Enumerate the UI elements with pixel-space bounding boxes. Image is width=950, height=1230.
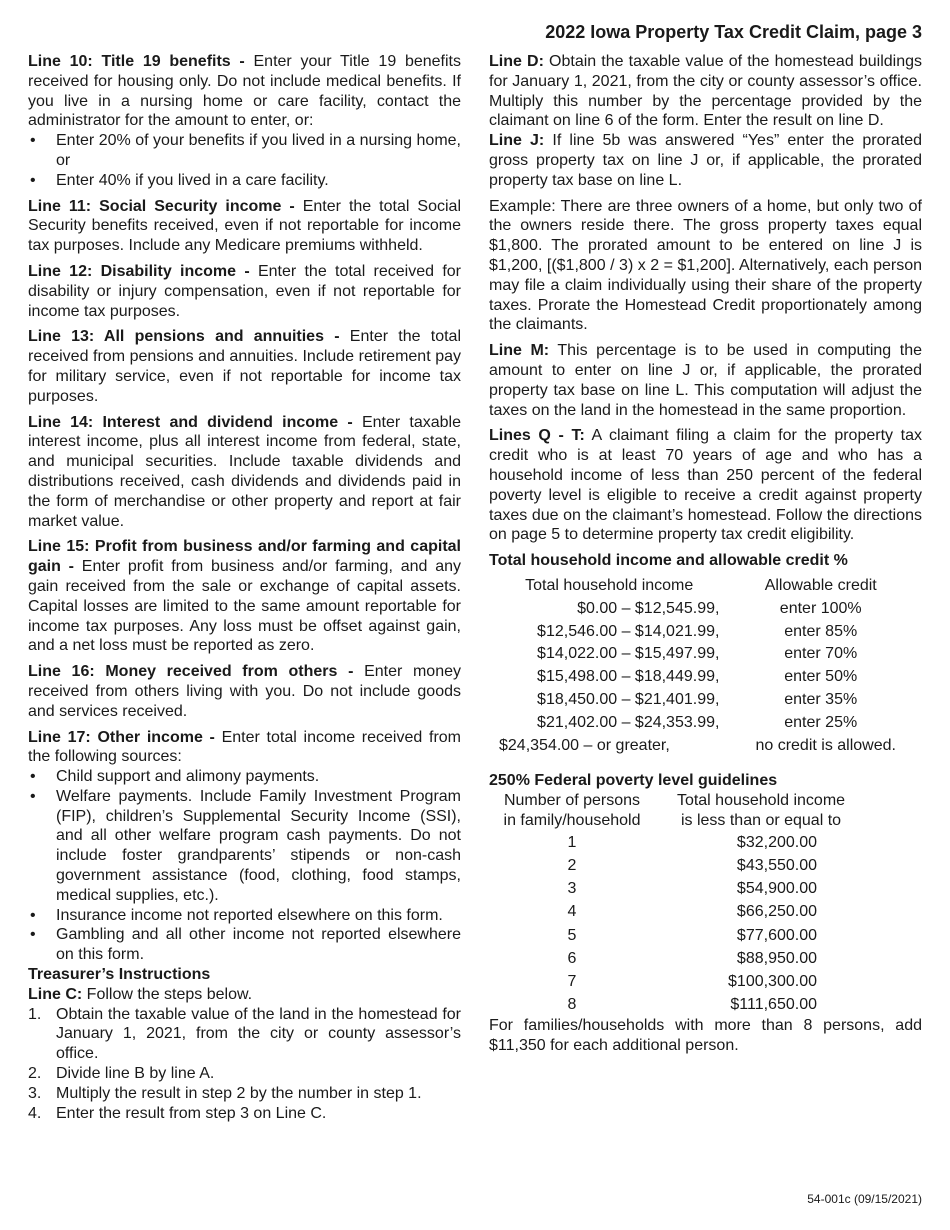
list-item: • Insurance income not reported elsewhere on this form. xyxy=(30,906,443,924)
credit-header-income: Total household income xyxy=(525,576,694,594)
table-row: $21,402.00 – $24,353.99, enter 25% xyxy=(537,713,858,731)
credit-table xyxy=(499,575,922,757)
poverty-table-title: 250% Federal poverty level guidelines xyxy=(489,772,778,790)
list-item: • Child support and alimony payments. xyxy=(30,768,320,786)
treasurer-heading: Treasurer’s Instructions xyxy=(28,966,211,984)
table-row: $24,354.00 – or greater, no credit is allowed. xyxy=(499,736,896,754)
line12-paragraph: Line 12: Disability income - Enter the total received for disability or injury compensation, even if not reportable for income tax purposes. xyxy=(28,262,461,320)
line10-bullets xyxy=(28,131,461,190)
list-item: • Gambling and all other income not reported elsewhere on this form. xyxy=(30,926,461,964)
page-title: 2022 Iowa Property Tax Credit Claim, page 3 xyxy=(545,22,922,42)
credit-table-title: Total household income and allowable credit % xyxy=(489,552,848,570)
table-row: 5 $77,600.00 xyxy=(567,926,817,944)
poverty-header-persons: Number of persons in family/household xyxy=(503,792,641,829)
form-code: 54-001c (09/15/2021) xyxy=(807,1192,922,1206)
line15-paragraph: Line 15: Profit from business and/or farming and capital gain - Enter profit from business and/or farming, and any gain received from the sale or exchange of capital assets. Capital losses are limited to the same amount reportable for income tax purposes. Any loss must be offset against gain, and a net loss must be reported as zero. xyxy=(28,538,461,655)
table-row: 4 $66,250.00 xyxy=(567,903,817,921)
table-row: $18,450.00 – $21,401.99, enter 35% xyxy=(537,690,858,708)
bullet-icon: • xyxy=(30,132,36,150)
credit-header-credit: Allowable credit xyxy=(764,576,877,594)
table-row: 2 $43,550.00 xyxy=(567,856,817,874)
table-row: $15,498.00 – $18,449.99, enter 50% xyxy=(537,668,858,686)
line16-paragraph: Line 16: Money received from others - Enter money received from others living with you. Do not include goods and services received. xyxy=(28,663,462,720)
right-column xyxy=(489,52,922,1062)
list-item: 3. Multiply the result in step 2 by the number in step 1. xyxy=(28,1084,422,1102)
list-item: 2. Divide line B by line A. xyxy=(28,1065,215,1083)
line11-paragraph: Line 11: Social Security income - Enter the total Social Security benefits received, even if not reportable for income tax purposes. Include any Medicare premiums withheld. xyxy=(28,197,461,255)
left-column xyxy=(28,52,461,1129)
lineJ-paragraph: Line J: If line 5b was answered “Yes” enter the prorated gross property tax on line J or, if applicable, the prorated property tax base on line L. xyxy=(489,132,923,189)
table-row: 3 $54,900.00 xyxy=(567,880,817,898)
line10-label: Line 10: Title 19 benefits - xyxy=(28,53,245,70)
table-row: 8 $111,650.00 xyxy=(567,996,817,1014)
poverty-table xyxy=(497,791,875,1016)
table-row: 1 $32,200.00 xyxy=(567,833,817,851)
example-paragraph: Example: There are three owners of a home, but only two of the owners reside there. The gross property taxes equal $1,800. The prorated amount to be entered on line J is $1,200, [($1,800 / 3) x 2 = $1,200]. Alternatively, each person may file a claim individually using their share of the property taxes. Prorate the Homestead Credit proportionately among the claimants. xyxy=(489,197,922,334)
line10-paragraph: Line 10: Title 19 benefits - Enter your Title 19 benefits received for housing only. Do not include medical benefits. If you live in a nursing home or care facility, contact the administrator for the amount to enter, or: xyxy=(28,53,461,130)
poverty-note: For families/households with more than 8 persons, add $11,350 for each additional person. xyxy=(489,1017,922,1055)
list-item: 1. Obtain the taxable value of the land in the homestead for January 1, 2021, from the city or county assessor’s office. xyxy=(28,1005,461,1063)
bullet-icon: • xyxy=(30,171,36,189)
line13-paragraph: Line 13: All pensions and annuities - Enter the total received from pensions and annuities. Include retirement pay for military service, even if not reportable for income tax purposes. xyxy=(28,328,462,405)
lineC-paragraph: Line C: Follow the steps below. xyxy=(28,985,253,1003)
bullet-icon: • xyxy=(30,768,36,786)
bullet-icon: • xyxy=(30,787,36,805)
line14-paragraph: Line 14: Interest and dividend income - Enter taxable interest income, plus all interest income from federal, state, and municipal securities. Include taxable dividends and distributions received, cash dividends and dividends paid in the form of merchandise or other property and report at fair market value. xyxy=(28,413,461,530)
bullet-icon: • xyxy=(30,906,36,924)
table-row: $14,022.00 – $15,497.99, enter 70% xyxy=(537,645,858,663)
line17-bullets xyxy=(28,767,461,965)
lineM-paragraph: Line M: This percentage is to be used in computing the amount to enter on line J or, if applicable, the prorated property tax base on line L. This computation will adjust the taxes on the land in the homestead in the same proportion. xyxy=(489,342,922,419)
lineC-steps xyxy=(28,1005,461,1124)
line17-paragraph: Line 17: Other income - Enter total income received from the following sources: xyxy=(28,728,462,766)
list-item: • Enter 20% of your benefits if you lived in a nursing home, or xyxy=(30,132,461,169)
table-row: $0.00 – $12,545.99, enter 100% xyxy=(577,599,862,617)
table-row: 7 $100,300.00 xyxy=(567,972,817,990)
bullet-icon: • xyxy=(30,926,36,944)
list-item: • Welfare payments. Include Family Investment Program (FIP), children’s Supplemental Security Income (SSI), and all other welfare program cash payments. Do not include foster grandparents’ stipends or non-cash government assistance (food, clothing, food stamps, medical supplies, etc.). xyxy=(30,787,461,904)
table-row: 6 $88,950.00 xyxy=(567,949,817,967)
list-item: • Enter 40% if you lived in a care facility. xyxy=(30,171,329,189)
list-item: 4. Enter the result from step 3 on Line C. xyxy=(28,1104,327,1122)
linesQT-paragraph: Lines Q - T: A claimant filing a claim for the property tax credit who is at least 70 years of age and who has a household income of less than 250 percent of the federal poverty level is eligible to receive a credit against property taxes due on the claimant’s homestead. Follow the directions on page 5 to determine property tax credit eligibility. xyxy=(489,427,922,544)
lineD-paragraph: Line D: Obtain the taxable value of the homestead buildings for January 1, 2021, from the city or county assessor’s office. Multiply this number by the percentage provided by the claimant on line 6 of the form. Enter the result on line D. xyxy=(489,53,923,130)
table-row: $12,546.00 – $14,021.99, enter 85% xyxy=(537,622,858,640)
poverty-header-income: Total household income is less than or equal to xyxy=(676,792,846,829)
